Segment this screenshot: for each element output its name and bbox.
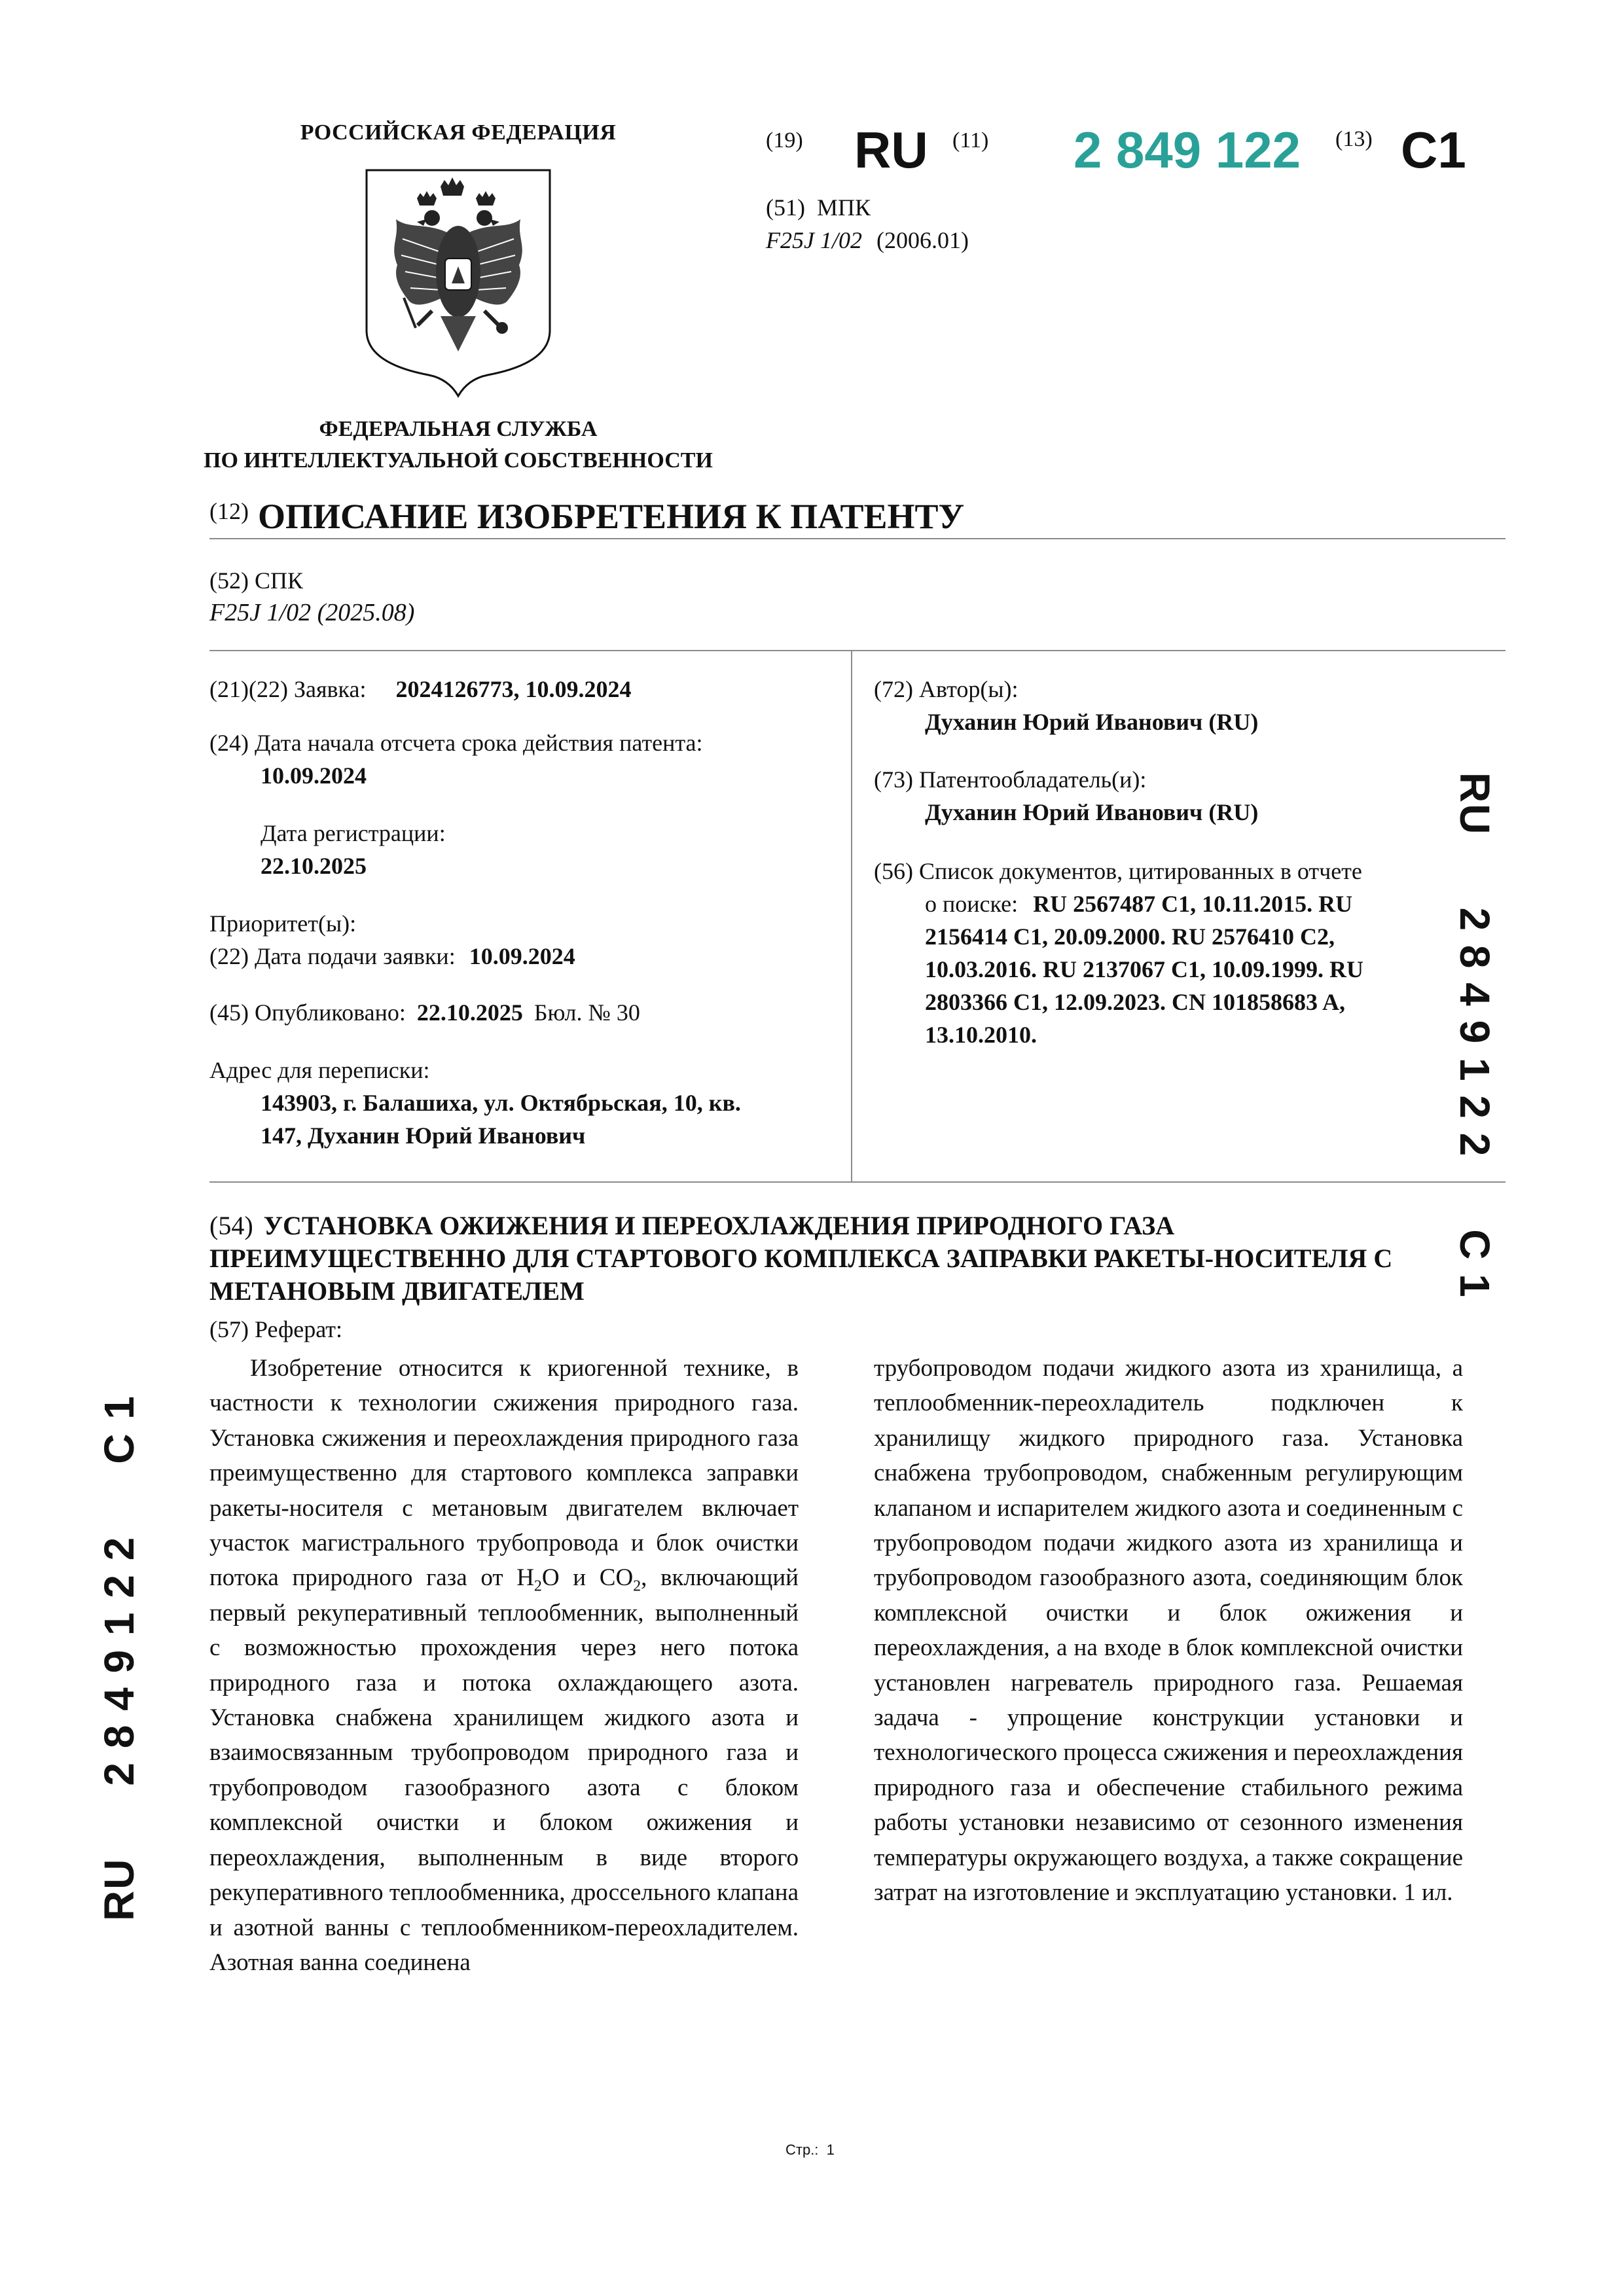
- side-kind: C 1: [96, 1395, 143, 1464]
- inid-code-12: (12): [209, 498, 249, 524]
- citations-line-1: RU 2567487 C1, 10.11.2015. RU: [1033, 891, 1353, 917]
- abstract-column-right: [874, 1351, 1463, 1910]
- agency-line-2: ПО ИНТЕЛЛЕКТУАЛЬНОЙ СОБСТВЕННОСТИ: [204, 448, 713, 473]
- address-label: Адрес для переписки:: [209, 1057, 430, 1083]
- abstract-column-left: [209, 1351, 799, 1980]
- ipc-class: F25J 1/02: [766, 227, 862, 253]
- filing-value: 10.09.2024: [469, 943, 575, 969]
- published-label: (45) Опубликовано:: [209, 999, 406, 1026]
- divider: [209, 1181, 1506, 1183]
- ipc-label-text: МПК: [816, 194, 871, 221]
- side-kind: C 1: [1451, 1229, 1498, 1299]
- authors-block: [874, 673, 1502, 738]
- registration-label: Дата регистрации:: [261, 820, 446, 846]
- priority-label: Приоритет(ы):: [209, 910, 357, 937]
- term-start-value: 10.09.2024: [261, 762, 367, 789]
- holder-value: Духанин Юрий Иванович (RU): [925, 799, 1259, 825]
- inid-code-54: (54): [209, 1211, 253, 1240]
- column-divider: [851, 651, 852, 1181]
- inid-code-11: (11): [952, 128, 989, 152]
- address-line-1: 143903, г. Балашиха, ул. Октябрьская, 10, кв.: [261, 1090, 741, 1116]
- application-label: (21)(22) Заявка:: [209, 676, 367, 702]
- agency-line-1: ФЕДЕРАЛЬНАЯ СЛУЖБА: [319, 417, 598, 441]
- inid-code-51: (51): [766, 194, 805, 221]
- kind-code: C1: [1401, 121, 1466, 179]
- bulletin: Бюл. № 30: [533, 999, 640, 1026]
- ipc-classification: [766, 226, 969, 254]
- patent-number: 2 849 122: [1074, 121, 1301, 179]
- application-value: 2024126773, 10.09.2024: [395, 676, 632, 702]
- invention-title-line-1: УСТАНОВКА ОЖИЖЕНИЯ И ПЕРЕОХЛАЖДЕНИЯ ПРИРОДНОГО ГАЗА: [263, 1211, 1175, 1240]
- authors-value: Духанин Юрий Иванович (RU): [925, 709, 1259, 735]
- divider: [209, 538, 1506, 539]
- page-label: Стр.:: [785, 2142, 819, 2158]
- term-start-label: (24) Дата начала отсчета срока действия патента:: [209, 730, 703, 756]
- side-ru: RU: [96, 1857, 143, 1921]
- citations-label-2: о поиске:: [925, 891, 1019, 917]
- inid-code-13: (13): [1335, 127, 1373, 151]
- invention-title: [209, 1210, 1506, 1308]
- side-label-left: [95, 1395, 143, 1921]
- ipc-version: (2006.01): [876, 227, 969, 253]
- invention-title-line-3: МЕТАНОВЫМ ДВИГАТЕЛЕМ: [209, 1276, 585, 1306]
- authors-label: (72) Автор(ы):: [874, 676, 1019, 702]
- invention-title-line-2: ПРЕИМУЩЕСТВЕННО ДЛЯ СТАРТОВОГО КОМПЛЕКСА ЗАПРАВКИ РАКЕТЫ-НОСИТЕЛЯ С: [209, 1244, 1393, 1273]
- page-number: [785, 2142, 835, 2159]
- ipc-label: [766, 194, 871, 221]
- citations-line-5: 13.10.2010.: [925, 1022, 1037, 1048]
- inid-code-19: (19): [766, 128, 803, 152]
- citations-line-4: 2803366 C1, 12.09.2023. CN 101858683 A,: [925, 989, 1346, 1015]
- agency-name: [170, 414, 746, 476]
- side-number: 2 8 4 9 1 2 2: [1451, 907, 1498, 1158]
- side-number: 2 8 4 9 1 2 2: [96, 1535, 143, 1786]
- document-title-text: ОПИСАНИЕ ИЗОБРЕТЕНИЯ К ПАТЕНТУ: [257, 497, 965, 536]
- holder-block: [874, 763, 1502, 829]
- side-ru: RU: [1451, 772, 1498, 836]
- abstract-paragraph-continued: трубопроводом подачи жидкого азота из хранилища, а теплообменник-переохладитель подключен к хранилищу жидкого природного газа. Установка снабжена трубопроводом, снабженным регулирующим клапаном и испарителем жидкого азота и соединенным с трубопроводом подачи жидкого азота из хранилища и трубопроводом газообразного азота, соединяющим блок комплексной очистки и блок ожижения и переохлаждения, а на входе в блок комплексной очистки установлен нагреватель природного газа. Решаемая задача - упрощение конструкции установки и технологического процесса сжижения и переохлаждения природного газа и обеспечение стабильного режима работы установки независимо от сезонного изменения температуры окружающего воздуха, а также сокращение затрат на изготовление и эксплуатацию установки. 1 ил.: [874, 1355, 1463, 1907]
- coat-of-arms-emblem: [363, 167, 553, 399]
- registration-block: [261, 817, 837, 882]
- page-number-value: 1: [826, 2142, 835, 2158]
- country-code: RU: [854, 121, 928, 179]
- citations-block: [874, 855, 1502, 1051]
- holder-label: (73) Патентообладатель(и):: [874, 766, 1147, 793]
- cpc-value: F25J 1/02 (2025.08): [209, 599, 415, 626]
- country-name: РОССИЙСКАЯ ФЕДЕРАЦИЯ: [300, 120, 617, 145]
- subscript: 2: [533, 1577, 542, 1595]
- address-line-2: 147, Духанин Юрий Иванович: [261, 1122, 586, 1149]
- citations-line-3: 10.03.2016. RU 2137067 C1, 10.09.1999. RU: [925, 956, 1363, 982]
- filing-label: (22) Дата подачи заявки:: [209, 943, 456, 969]
- published-block: [209, 996, 838, 1029]
- abstract-label: (57) Реферат:: [209, 1316, 343, 1342]
- citations-line-2: 2156414 C1, 20.09.2000. RU 2576410 C2,: [925, 924, 1335, 950]
- registration-value: 22.10.2025: [261, 853, 367, 879]
- priority-block: [209, 907, 838, 973]
- citations-label-1: (56) Список документов, цитированных в отчете: [874, 858, 1362, 884]
- abstract-paragraph: Изобретение относится к криогенной технике, в частности к технологии сжижения природного газа. Установка сжижения и переохлаждения природного газа преимущественно для стартового комплекса заправки ракеты-носителя с метановым двигателем включает участок магистрального трубопровода и блок очистки потока природного газа от $H_2O$ и $CO_2$, включающий первый рекуперативный теплообменник, выполненный с возможностью прохождения через него потока природного газа и потока охлаждающего азота. Установка снабжена хранилищем жидкого азота и взаимосвязанным трубопроводом природного газа и трубопроводом газообразного азота с блоком комплексной очистки и блоком ожижения и переохлаждения, выполненным в виде второго рекуперативного теплообменника, дроссельного клапана и азотной ванны с теплообменником-переохладителем. Азотная ванна соединена: [209, 1355, 799, 1976]
- address-block: [209, 1054, 838, 1152]
- divider: [209, 650, 1506, 651]
- document-title: [209, 496, 964, 537]
- cpc-label: (52) СПК: [209, 567, 303, 594]
- application-block: [209, 673, 838, 706]
- published-value: 22.10.2025: [416, 999, 523, 1026]
- subscript: 2: [633, 1577, 641, 1595]
- term-start-block: [209, 726, 838, 792]
